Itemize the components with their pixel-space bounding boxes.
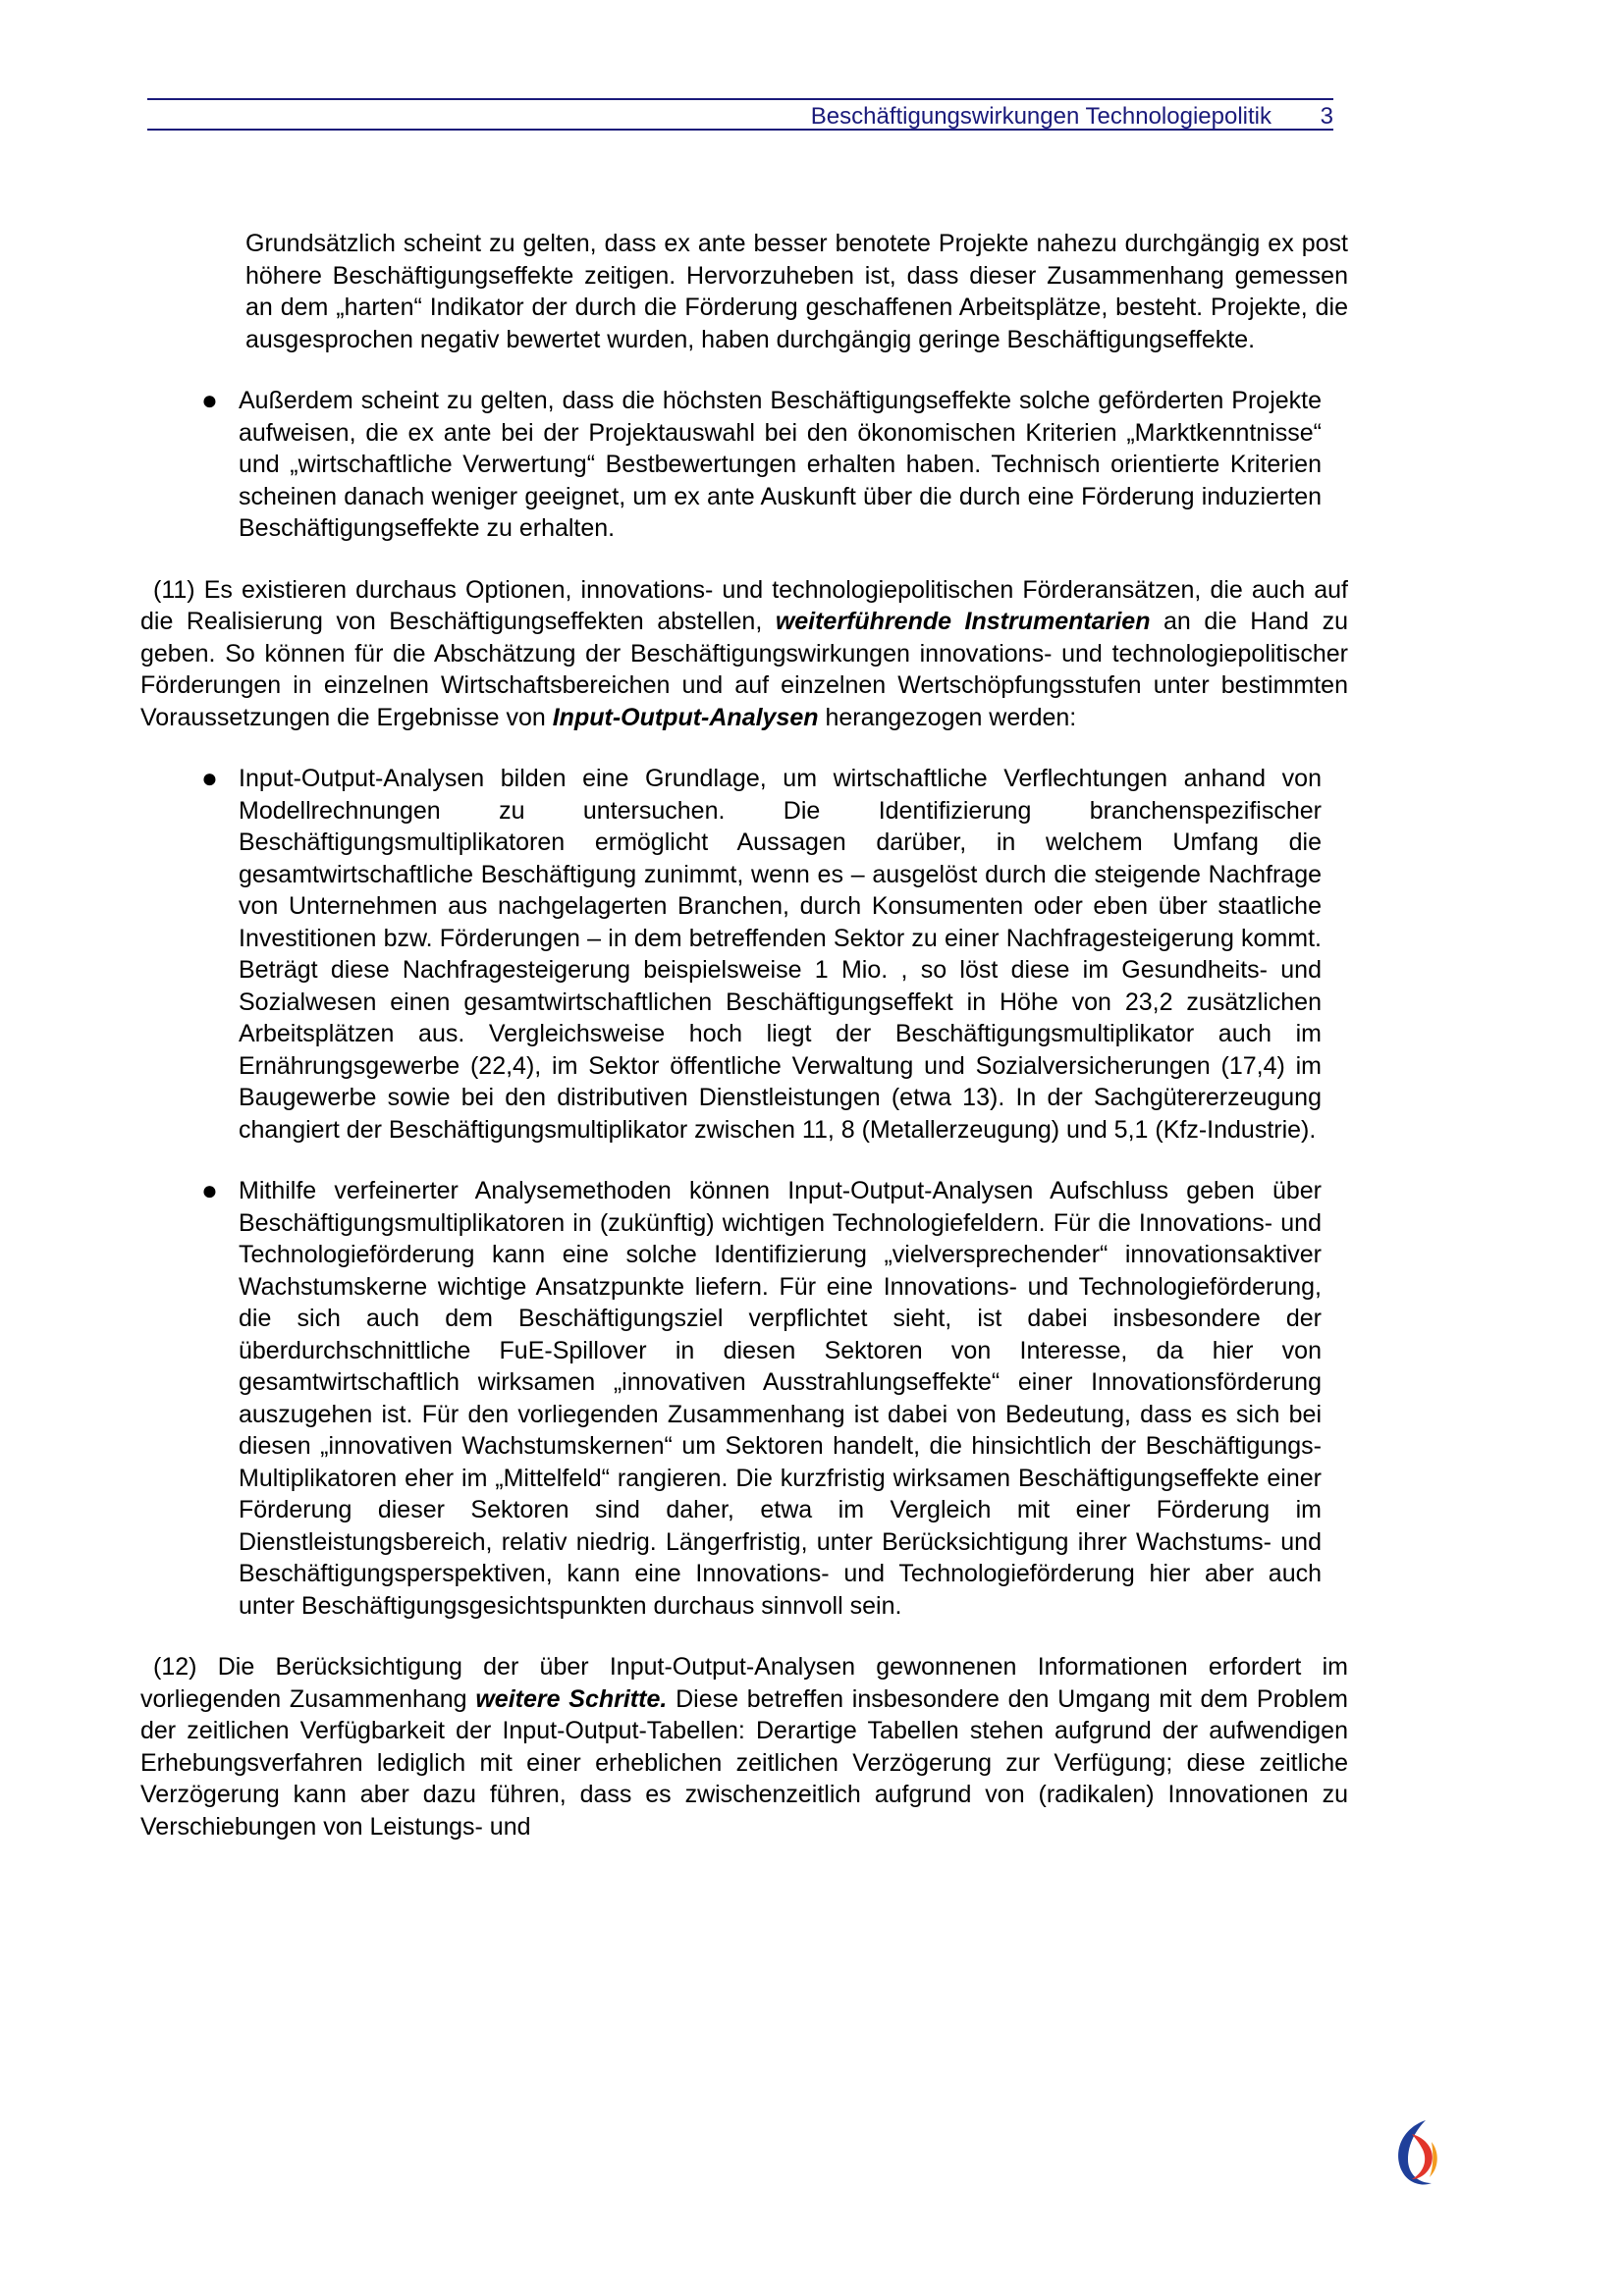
bullet-item <box>140 1175 1322 1622</box>
bullet-item <box>140 763 1322 1146</box>
paragraph-11 <box>140 574 1348 734</box>
emphasis-text: weitere Schritte. <box>475 1684 668 1713</box>
paragraph-text: an die Hand zu geben. So können für die Abschätzung der Beschäftigungswirkungen innovations- und technologiepolitischer Förderungen in einzelnen Wirtschaftsbereichen und auf einzelnen Wertschöpfungsstufen unter bestimmten Voraussetzungen die Ergebnisse von <box>140 608 1348 731</box>
document-body <box>140 228 1348 1842</box>
bullet-item <box>140 385 1322 545</box>
bullet-text: Input-Output-Analysen bilden eine Grundlage, um wirtschaftliche Verflechtungen anhand von Modellrechnungen zu untersuchen. Die Identifizierung branchenspezifischer Beschäftigungsmultiplikatoren ermöglicht Aussagen darüber, in welchem Umfang die gesamtwirtschaftliche Beschäftigung zunimmt, wenn es – ausgelöst durch die steigende Nachfrage von Unternehmen aus nachgelagerten Branchen, durch Konsumenten oder eben über staatliche Investitionen bzw. Förderungen – in dem betreffenden Sektor zu einer Nachfragesteigerung kommt. Beträgt diese Nachfragesteigerung beispielsweise 1 Mio. , so löst diese im Gesundheits- und Sozialwesen einen gesamtwirtschaftlichen Beschäftigungseffekt in Höhe von 23,2 zusätzlichen Arbeitsplätzen aus. Vergleichsweise hoch liegt der Beschäftigungsmultiplikator auch im Ernährungsgewerbe (22,4), im Sektor öffentliche Verwaltung und Sozialversicherungen (17,4) im Baugewerbe sowie bei den distributiven Dienstleistungen (etwa 13). In der Sachgütererzeugung changiert der Beschäftigungsmultiplikator zwischen 11, 8 (Metallerzeugung) und 5,1 (Kfz-Industrie). <box>239 765 1322 1144</box>
page-number: 3 <box>1320 103 1333 130</box>
page-header <box>147 98 1333 131</box>
emphasis-text: weiterführende Instrumentarien <box>775 608 1151 635</box>
bullet-text: Mithilfe verfeinerter Analysemethoden können Input-Output-Analysen Aufschluss geben über Beschäftigungsmultiplikatoren in (zukünftig) wichtigen Technologiefeldern. Für die Innovations- und Technologieförderung kann eine solche Identifizierung „vielversprechender“ innovationsaktiver Wachstumskerne wichtige Ansatzpunkte liefern. Für eine Innovations- und Technologieförderung, die sich auch dem Beschäftigungsziel verpflichtet sieht, ist dabei insbesondere der überdurchschnittliche FuE-Spillover in diesen Sektoren von Interesse, da hier von gesamtwirtschaftlich wirksamen „innovativen Ausstrahlungseffekte“ einer Innovationsförderung auszugehen ist. Für den vorliegenden Zusammenhang ist dabei von Bedeutung, dass es sich bei diesen „innovativen Wachstumskernen“ um Sektoren handelt, die hinsichtlich der Beschäftigungs-Multiplikatoren eher im „Mittelfeld“ rangieren. Die kurzfristig wirksamen Beschäftigungseffekte einer Förderung dieser Sektoren sind daher, etwa im Vergleich mit einer Förderung im Dienstleistungsbereich, relativ niedrig. Längerfristig, unter Berücksichtigung ihrer Wachstums- und Beschäftigungsperspektiven, kann eine Innovations- und Technologieförderung hier aber auch unter Beschäftigungsgesichtspunkten durchaus sinnvoll sein. <box>239 1177 1322 1620</box>
emphasis-text: Input-Output-Analysen <box>552 703 819 731</box>
paragraph-text: (12) Die Berücksichtigung der über Input-Output-Analysen gewonnenen Informationen erfordert im vorliegenden Zusammenhang <box>140 1653 1348 1713</box>
paragraph-text: herangezogen werden: <box>818 703 1077 731</box>
company-logo-icon <box>1388 2114 1447 2193</box>
paragraph-text: (11) Es existieren durchaus Optionen, innovations- und technologiepolitischen Förderansätzen, die auch auf die Realisierung von Beschäftigungseffekten abstellen, <box>140 575 1348 635</box>
bullet-text: Außerdem scheint zu gelten, dass die höchsten Beschäftigungseffekte solche geförderten Projekte aufweisen, die ex ante bei der Projektauswahl bei den ökonomischen Kriterien „Marktkenntnisse“ und „wirtschaftliche Verwertung“ Bestbewertungen erhalten haben. Technisch orientierte Kriterien scheinen danach weniger geeignet, um ex ante Auskunft über die durch eine Förderung induzierten Beschäftigungseffekte zu erhalten. <box>239 387 1322 542</box>
paragraph-12 <box>140 1651 1348 1842</box>
header-title: Beschäftigungswirkungen Technologiepolitik <box>810 103 1271 130</box>
lead-paragraph: Grundsätzlich scheint zu gelten, dass ex ante besser benotete Projekte nahezu durchgängig ex post höhere Beschäftigungseffekte zeitigen. Hervorzuheben ist, dass dieser Zusammenhang gemessen an dem „harten“ Indikator der durch die Förderung geschaffenen Arbeitsplätze, besteht. Projekte, die ausgesprochen negativ bewertet wurden, haben durchgängig geringe Beschäftigungseffekte. <box>245 230 1348 353</box>
paragraph-text: Diese betreffen insbesondere den Umgang mit dem Problem der zeitlichen Verfügbarkeit der Input-Output-Tabellen: Derartige Tabellen stehen aufgrund der aufwendigen Erhebungsverfahren lediglich mit einer erheblichen zeitlichen Verzögerung zur Verfügung; diese zeitliche Verzögerung kann aber dazu führen, dass es zwischenzeitlich aufgrund von (radikalen) Innovationen zu Verschiebungen von Leistungs- und <box>140 1684 1348 1841</box>
bullet-icon: ● <box>201 385 218 415</box>
bullet-icon: ● <box>201 1175 218 1205</box>
bullet-icon: ● <box>201 763 218 793</box>
